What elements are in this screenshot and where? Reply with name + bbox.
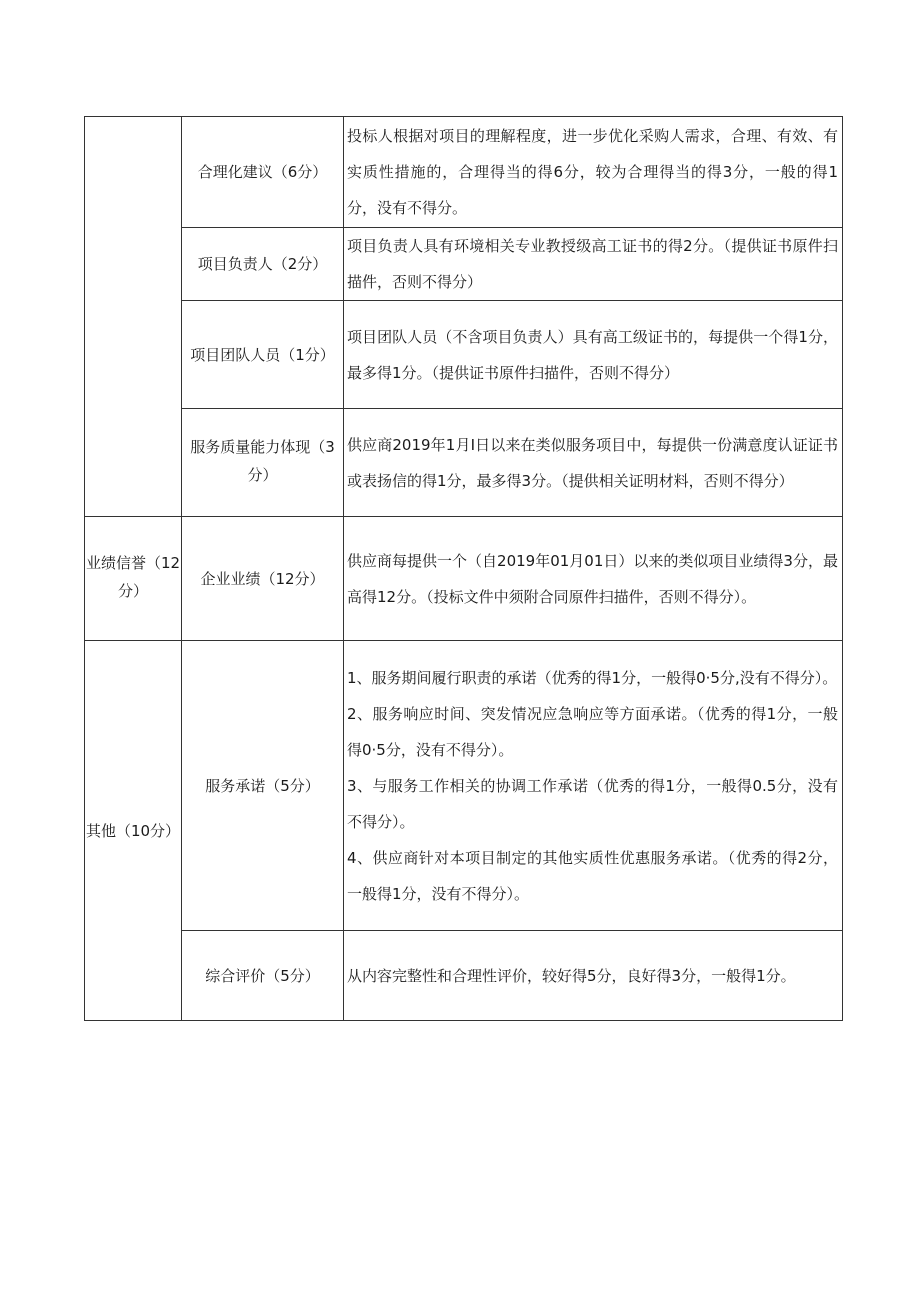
description-cell: [344, 228, 843, 301]
table-row: [85, 931, 843, 1021]
description-text: 项目负责人具有环境相关专业教授级高工证书的得2分。（提供证书原件扫描件，否则不得分）: [347, 237, 838, 291]
description-text: 投标人根据对项目的理解程度，进一步优化采购人需求，合理、有效、有实质性措施的，合理得当的得6分，较为合理得当的得3分，一般的得1分，没有不得分。: [347, 127, 838, 217]
description-cell: [344, 301, 843, 409]
description-item-2: 2、服务响应时间、突发情况应急响应等方面承诺。（优秀的得1分，一般得0·5分，没有不得分）。: [347, 704, 838, 759]
description-item-1: 1、服务期间履行职责的承诺（优秀的得1分，一般得0·5分,没有不得分）。: [347, 668, 838, 687]
description-text: 从内容完整性和合理性评价，较好得5分，良好得3分，一般得1分。: [347, 966, 796, 985]
category-label: 业绩信誉（12分）: [85, 553, 181, 600]
subitem-cell: [182, 931, 344, 1021]
subitem-label: 服务质量能力体现（3分）: [190, 437, 335, 484]
category-cell: [85, 641, 182, 1021]
description-text: 供应商每提供一个（自2019年01月01日）以来的类似项目业绩得3分，最高得12分。（投标文件中须附合同原件扫描件，否则不得分）。: [347, 551, 838, 606]
subitem-label: 合理化建议（6分）: [197, 163, 328, 181]
description-cell: [344, 931, 843, 1021]
table-row: [85, 301, 843, 409]
subitem-label: 项目负责人（2分）: [197, 255, 328, 273]
description-cell: [344, 641, 843, 931]
subitem-cell: [182, 228, 344, 301]
table-row: [85, 117, 843, 228]
subitem-cell: [182, 517, 344, 641]
table-row: [85, 641, 843, 931]
subitem-cell: [182, 641, 344, 931]
scoring-table: [84, 116, 843, 1021]
subitem-label: 综合评价（5分）: [205, 966, 320, 985]
subitem-cell: [182, 301, 344, 409]
table-row: [85, 517, 843, 641]
table-row: [85, 409, 843, 517]
category-cell: [85, 517, 182, 641]
subitem-label: 服务承诺（5分）: [205, 776, 320, 795]
table-row: [85, 228, 843, 301]
subitem-cell: [182, 409, 344, 517]
category-label: 其他（10分）: [85, 821, 181, 840]
description-item-3: 3、与服务工作相关的协调工作承诺（优秀的得1分，一般得0.5分，没有不得分）。: [347, 776, 838, 831]
description-cell: [344, 117, 843, 228]
subitem-label: 企业业绩（12分）: [200, 569, 325, 588]
category-cell-empty: [85, 117, 182, 517]
description-cell: [344, 409, 843, 517]
description-text: 供应商2019年1月I日以来在类似服务项目中，每提供一份满意度认证证书或表扬信的得1分，最多得3分。（提供相关证明材料，否则不得分）: [347, 435, 838, 490]
description-text: 项目团队人员（不含项目负责人）具有高工级证书的，每提供一个得1分，最多得1分。（提供证书原件扫描件，否则不得分）: [347, 327, 838, 382]
subitem-cell: [182, 117, 344, 228]
description-item-4: 4、供应商针对本项目制定的其他实质性优惠服务承诺。（优秀的得2分，一般得1分，没有不得分）。: [347, 848, 838, 903]
description-cell: [344, 517, 843, 641]
subitem-label: 项目团队人员（1分）: [190, 345, 335, 364]
